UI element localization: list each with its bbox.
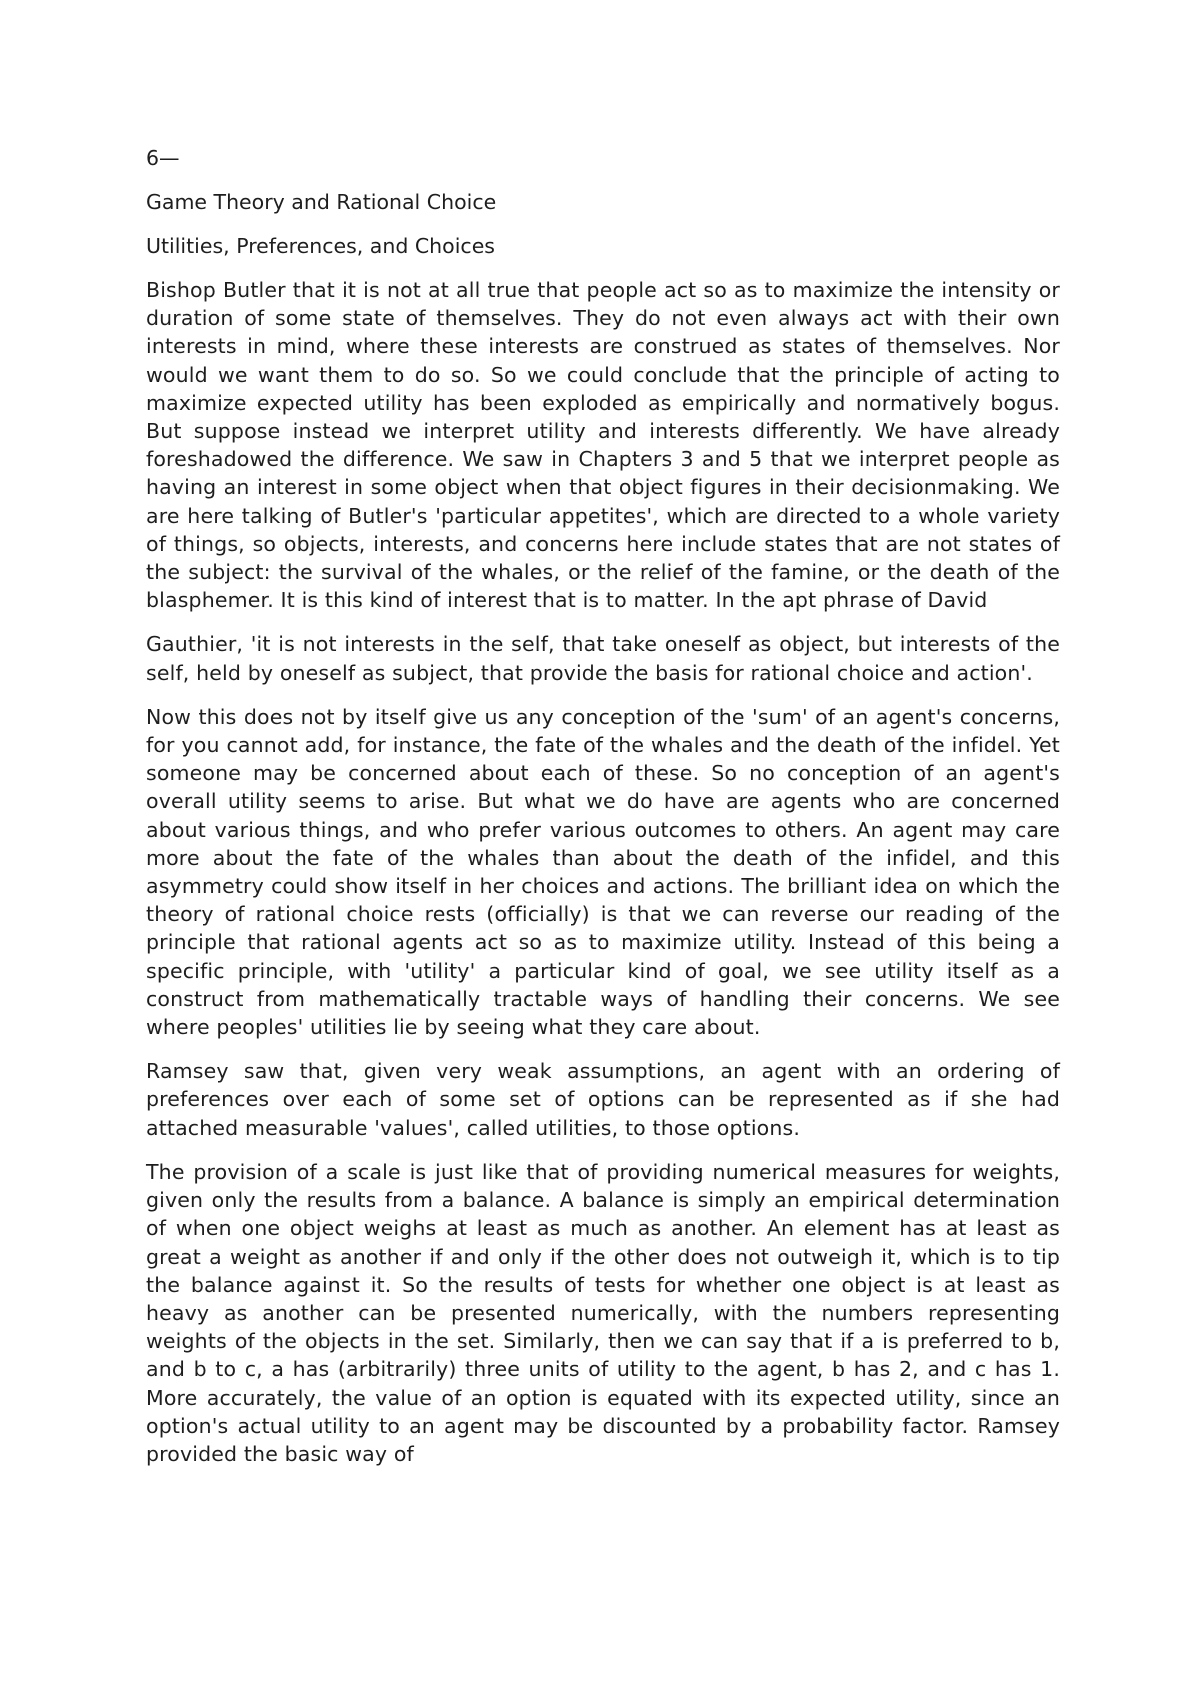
paragraph-scale: The provision of a scale is just like that of providing numerical measures for weights, given only the results from a balance. A balance is simply an empirical determination of when one object weighs at least as much as another. An element has at least as great a weight as another if and only if the other does not outweigh it, which is to tip the balance against it. So the results of tests for whether one object is at least as heavy as another can be presented numerically, with the numbers representing weights of the objects in the set. Similarly, then we can say that if a is preferred to b, and b to c, a has (arbitrarily) three units of utility to the agent, b has 2, and c has 1. More accurately, the value of an option is equated with its expected utility, since an option's actual utility to an agent may be discounted by a probability factor. Ramsey provided the basic way of [146, 1159, 1060, 1466]
paragraph-gauthier: Gauthier, 'it is not interests in the self, that take oneself as object, but interests of the self, held by oneself as subject, that provide the basis for rational choice and action'. [146, 632, 1060, 685]
section-title: Utilities, Preferences, and Choices [146, 234, 495, 258]
document-page [146, 144, 1060, 1484]
paragraph-butler: Bishop Butler that it is not at all true that people act so as to maximize the intensity or duration of some state of themselves. They do not even always act with their own interests in mind, where these interests are construed as states of themselves. Nor would we want them to do so. So we could conclude that the principle of acting to maximize expected utility has been exploded as empirically and normatively bogus. But suppose instead we interpret utility and interests differently. We have already foreshadowed the difference. We saw in Chapters 3 and 5 that we interpret people as having an interest in some object when that object figures in their decisionmaking. We are here talking of Butler's 'particular appetites', which are directed to a whole variety of things, so objects, interests, and concerns here include states that are not states of the subject: the survival of the whales, or the relief of the famine, or the death of the blasphemer. It is this kind of interest that is to matter. In the apt phrase of David [146, 278, 1060, 613]
paragraph-ramsey: Ramsey saw that, given very weak assumptions, an agent with an ordering of preferences over each of some set of options can be represented as if she had attached measurable 'values', called utilities, to those options. [146, 1059, 1060, 1140]
page-number: 6— [146, 146, 180, 170]
paragraph-sum-of-concerns: Now this does not by itself give us any conception of the 'sum' of an agent's concerns, for you cannot add, for instance, the fate of the whales and the death of the infidel. Yet someone may be concerned about each of these. So no conception of an agent's overall utility seems to arise. But what we do have are agents who are concerned about various things, and who prefer various outcomes to others. An agent may care more about the fate of the whales than about the death of the infidel, and this asymmetry could show itself in her choices and actions. The brilliant idea on which the theory of rational choice rests (officially) is that we can reverse our reading of the principle that rational agents act so as to maximize utility. Instead of this being a specific principle, with 'utility' a particular kind of goal, we see utility itself as a construct from mathematically tractable ways of handling their concerns. We see where peoples' utilities lie by seeing what they care about. [146, 704, 1060, 1040]
chapter-title: Game Theory and Rational Choice [146, 190, 497, 214]
